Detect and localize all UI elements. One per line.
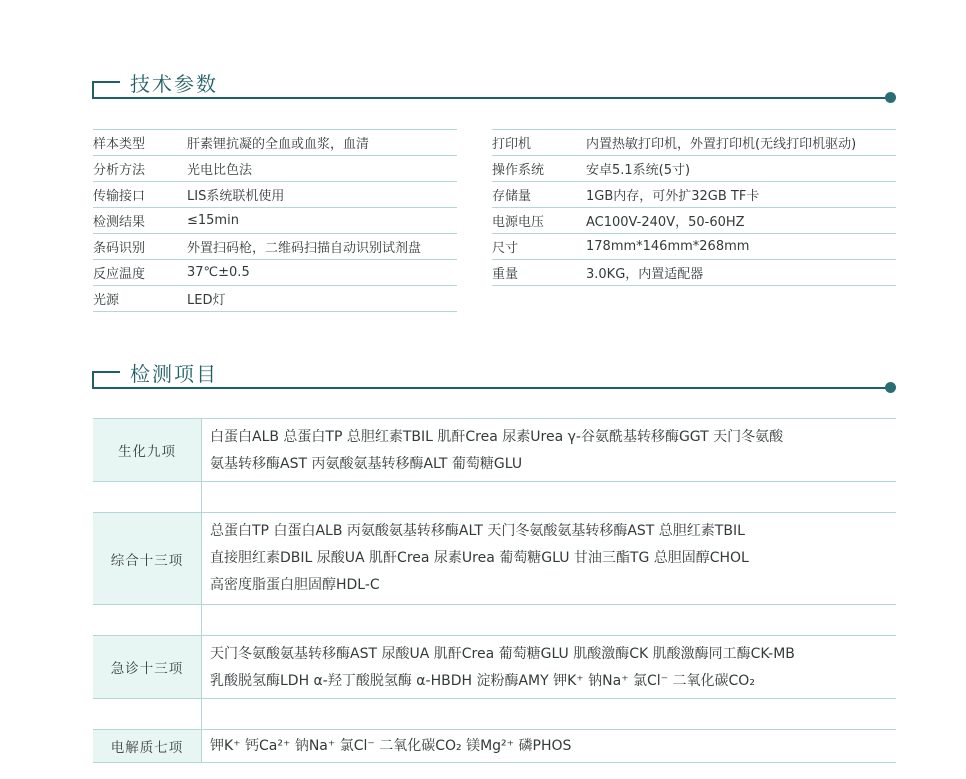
spec-key: 操作系统 <box>492 163 545 178</box>
spec-key: 打印机 <box>492 137 532 152</box>
spec-row <box>492 130 896 156</box>
spacer-row <box>93 605 896 636</box>
item-line: 天门冬氨酸氨基转移酶AST 尿酸UA 肌酐Crea 葡萄糖GLU 肌酸激酶CK 肌酸激酶同工酶CK-MB <box>210 646 795 662</box>
item-row <box>93 513 896 605</box>
item-name: 综合十三项 <box>93 513 202 604</box>
item-content <box>202 419 896 481</box>
spec-key: 反应温度 <box>93 267 146 282</box>
spec-row <box>93 208 457 234</box>
spec-key: 分析方法 <box>93 163 146 178</box>
item-content <box>202 513 896 604</box>
spec-value: 光电比色法 <box>187 163 253 178</box>
section-header-items <box>92 360 896 390</box>
spec-value: LED灯 <box>187 293 226 308</box>
header-rule <box>92 387 888 389</box>
spec-value: 外置扫码枪，二维码扫描自动识别试剂盘 <box>187 241 422 256</box>
item-line: 总蛋白TP 白蛋白ALB 丙氨酸氨基转移酶ALT 天门冬氨酸氨基转移酶AST 总胆红素TBIL <box>210 523 745 539</box>
spec-row <box>492 234 896 260</box>
spec-key: 光源 <box>93 293 120 308</box>
spec-value: ≤15min <box>187 213 239 228</box>
spec-key: 重量 <box>492 267 519 282</box>
spec-key: 电源电压 <box>492 215 545 230</box>
item-row <box>93 636 896 699</box>
spec-row <box>492 260 896 286</box>
spec-value: 37℃±0.5 <box>187 265 250 280</box>
spec-row <box>93 234 457 260</box>
spec-value: 安卓5.1系统(5寸) <box>586 163 691 178</box>
item-name: 电解质七项 <box>93 730 202 762</box>
spec-key: 传输接口 <box>93 189 146 204</box>
section-title: 技术参数 <box>130 72 218 96</box>
item-row <box>93 730 896 763</box>
item-name: 急诊十三项 <box>93 636 202 698</box>
spec-row <box>93 182 457 208</box>
test-items-table <box>93 418 896 763</box>
item-line: 钾K⁺ 钙Ca²⁺ 钠Na⁺ 氯Cl⁻ 二氧化碳CO₂ 镁Mg²⁺ 磷PHOS <box>210 737 572 754</box>
spec-value: AC100V-240V，50-60HZ <box>586 215 745 230</box>
spec-row <box>93 130 457 156</box>
spec-value: 3.0KG，内置适配器 <box>586 267 704 282</box>
spec-value: 内置热敏打印机，外置打印机(无线打印机驱动) <box>586 137 857 152</box>
section-title: 检测项目 <box>130 362 218 386</box>
spec-key: 检测结果 <box>93 215 146 230</box>
spec-row <box>492 182 896 208</box>
spacer-row <box>93 699 896 730</box>
spacer-row <box>93 482 896 513</box>
spec-row <box>93 156 457 182</box>
spec-value: LIS系统联机使用 <box>187 189 285 204</box>
spec-table-right <box>492 129 896 286</box>
spec-row <box>492 156 896 182</box>
item-line: 直接胆红素DBIL 尿酸UA 肌酐Crea 尿素Urea 葡萄糖GLU 甘油三酯TG 总胆固醇CHOL <box>210 550 749 566</box>
header-dot <box>885 92 896 103</box>
header-rule <box>92 97 888 99</box>
spec-row <box>93 260 457 286</box>
item-line: 乳酸脱氢酶LDH α-羟丁酸脱氢酶 α-HBDH 淀粉酶AMY 钾K⁺ 钠Na⁺ 氯Cl⁻ 二氧化碳CO₂ <box>210 673 755 689</box>
spec-value: 178mm*146mm*268mm <box>586 239 750 254</box>
spec-key: 存储量 <box>492 189 532 204</box>
spec-row <box>492 208 896 234</box>
spec-key: 尺寸 <box>492 241 519 256</box>
section-header-specs <box>92 70 896 100</box>
header-dot <box>885 382 896 393</box>
item-line: 高密度脂蛋白胆固醇HDL-C <box>210 577 380 593</box>
item-name: 生化九项 <box>93 419 202 481</box>
item-row <box>93 419 896 482</box>
item-line: 氨基转移酶AST 丙氨酸氨基转移酶ALT 葡萄糖GLU <box>210 456 523 472</box>
spec-key: 样本类型 <box>93 137 146 152</box>
spec-key: 条码识别 <box>93 241 146 256</box>
item-content <box>202 730 896 762</box>
item-line: 白蛋白ALB 总蛋白TP 总胆红素TBIL 肌酐Crea 尿素Urea γ-谷氨酰基转移酶GGT 天门冬氨酸 <box>210 429 784 445</box>
spec-table-left <box>93 129 457 312</box>
spec-value: 肝素锂抗凝的全血或血浆，血清 <box>187 137 370 152</box>
item-content <box>202 636 896 698</box>
spec-row <box>93 286 457 312</box>
spec-value: 1GB内存，可外扩32GB TF卡 <box>586 189 760 204</box>
